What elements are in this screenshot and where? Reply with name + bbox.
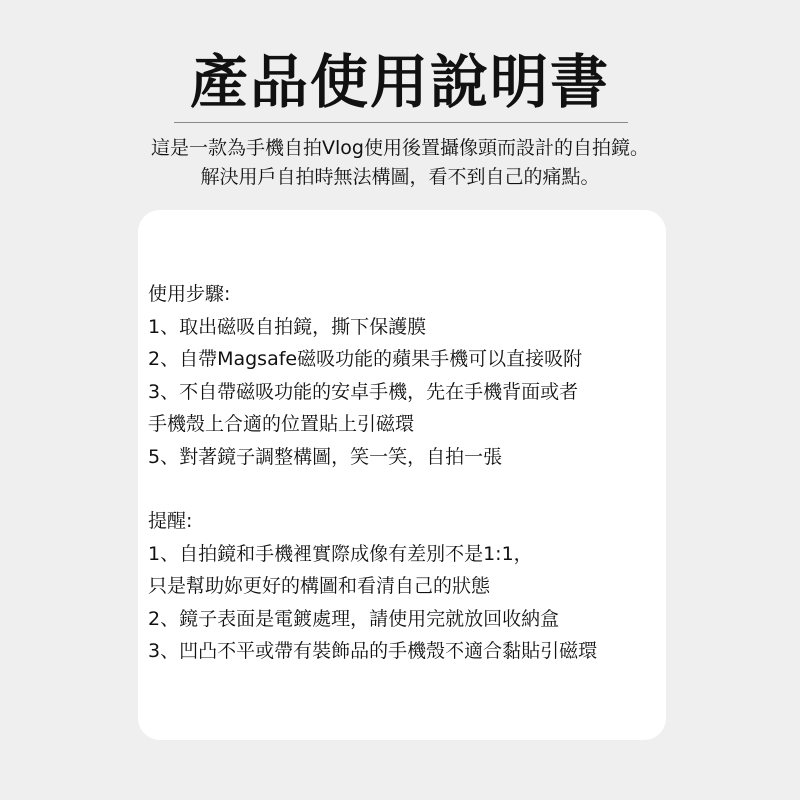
step-line: 1、取出磁吸自拍鏡，撕下保護膜	[148, 315, 427, 338]
intro-line: 解決用戶自拍時無法構圖，看不到自己的痛點。	[200, 166, 600, 188]
step-line: 2、自帶Magsafe磁吸功能的蘋果手機可以直接吸附	[148, 348, 583, 370]
intro-line: 這是一款為手機自拍Vlog使用後置攝像頭而設計的自拍鏡。	[151, 137, 649, 159]
reminder-line: 1、自拍鏡和手機裡實際成像有差別不是1:1，	[148, 542, 533, 565]
instructions-card	[138, 210, 666, 740]
page-title: 產品使用說明書	[189, 48, 610, 116]
reminder-line: 2、鏡子表面是電鍍處理，請使用完就放回收納盒	[148, 607, 560, 630]
section-spacer	[148, 473, 666, 505]
reminders-heading: 提醒:	[148, 510, 193, 532]
reminder-line: 3、凹凸不平或帶有裝飾品的手機殼不適合黏貼引磁環	[148, 640, 598, 662]
reminder-line: 只是幫助妳更好的構圖和看清自己的狀態	[148, 575, 491, 597]
step-line: 手機殼上合適的位置貼上引磁環	[148, 413, 415, 435]
instructions-body	[148, 278, 666, 668]
step-line: 3、不自帶磁吸功能的安卓手機，先在手機背面或者	[148, 380, 579, 403]
title-divider	[174, 122, 628, 123]
step-line: 5、對著鏡子調整構圖，笑一笑，自拍一張	[148, 445, 503, 468]
intro-text	[0, 134, 800, 192]
steps-heading: 使用步驟:	[148, 283, 231, 305]
